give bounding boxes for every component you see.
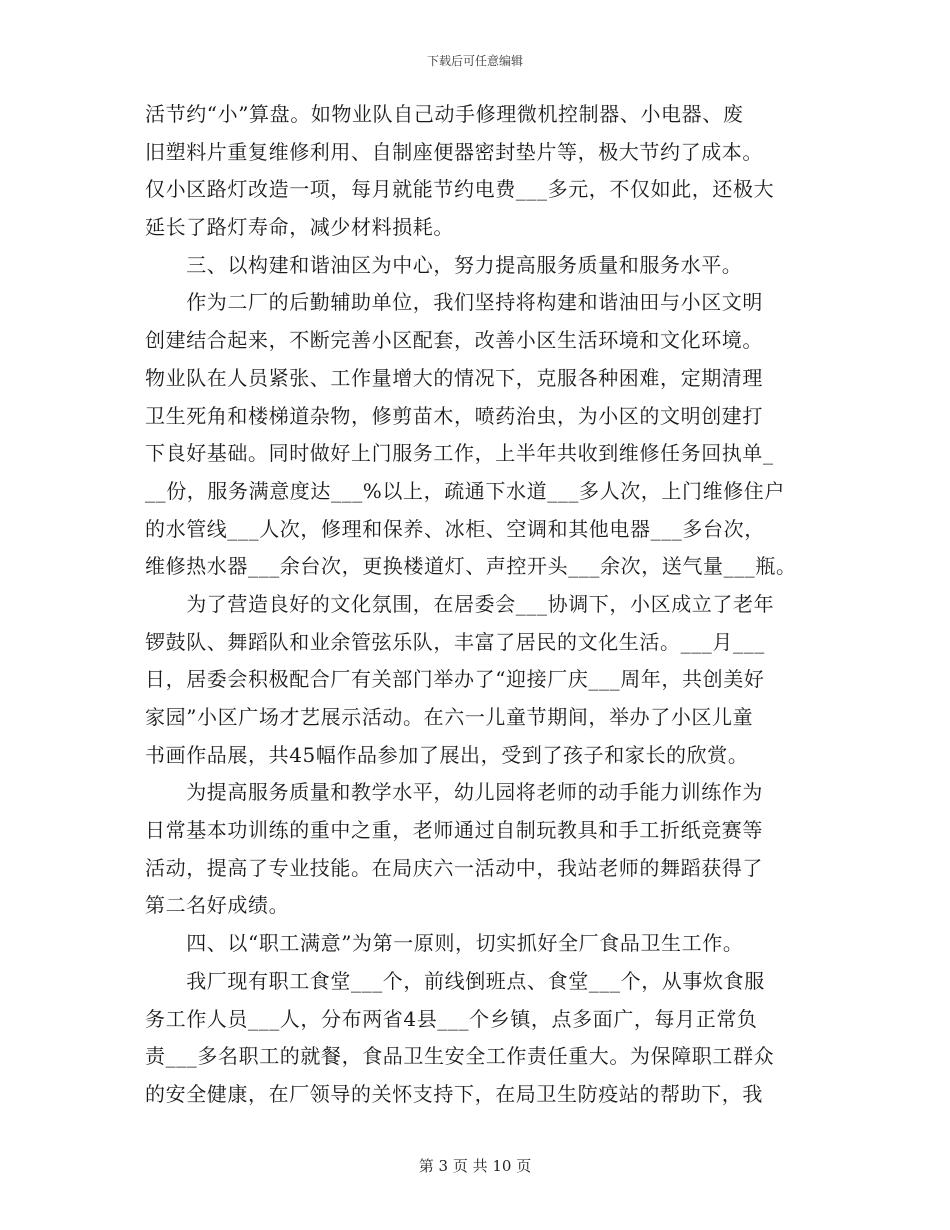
text-line: 卫生死角和楼梯道杂物，修剪苗木，喷药治虫，为小区的文明创建打	[145, 403, 763, 428]
text-line: 的水管线___人次，修理和保养、冰柜、空调和其他电器___多台次，	[145, 516, 765, 541]
text-line: 活动，提高了专业技能。在局庆六一活动中，我站老师的舞蹈获得了	[145, 855, 763, 880]
text-line: 日，居委会积极配合厂有关部门举办了“迎接厂庆___周年，共创美好	[145, 667, 765, 692]
text-line: 下良好基础。同时做好上门服务工作，上半年共收到维修任务回执单_	[145, 441, 774, 466]
text-line: 我厂现有职工食堂___个，前线倒班点、食堂___个，从事炊食服	[145, 968, 765, 993]
text-line: 为了营造良好的文化氛围，在居委会___协调下，小区成立了老年	[145, 591, 775, 616]
text-line: 旧塑料片重复维修利用、自制座便器密封垫片等，极大节约了成本。	[145, 139, 763, 164]
page-header: 下载后可任意编辑	[426, 54, 523, 68]
text-line: 锣鼓队、舞蹈队和业余管弦乐队，丰富了居民的文化生活。___月___	[145, 629, 765, 654]
text-line: 为提高服务质量和教学水平，幼儿园将老师的动手能力训练作为	[145, 780, 763, 805]
section-heading-3: 三、以构建和谐油区为中心，努力提高服务质量和服务水平。	[145, 252, 743, 277]
text-line: 第二名好成绩。	[145, 893, 290, 918]
section-heading-4: 四、以“职工满意”为第一原则，切实抓好全厂食品卫生工作。	[145, 931, 744, 956]
text-line: 延长了路灯寿命，减少材料损耗。	[145, 215, 454, 240]
page-footer: 第 3 页 共 10 页	[418, 1157, 532, 1175]
text-line: 书画作品展，共45幅作品参加了展出，受到了孩子和家长的欣赏。	[145, 742, 749, 767]
text-line: 的安全健康，在厂领导的关怀支持下，在局卫生防疫站的帮助下，我	[145, 1081, 763, 1106]
text-line: 家园”小区广场才艺展示活动。在六一儿童节期间，举办了小区儿童	[145, 705, 754, 729]
text-line: 务工作人员___人，分布两省4县___个乡镇，点多面广，每月正常负	[145, 1006, 758, 1031]
document-body	[145, 96, 805, 1114]
text-line: 日常基本功训练的重中之重，老师通过自制玩教具和手工折纸竞赛等	[145, 818, 763, 843]
text-line: 作为二厂的后勤辅助单位，我们坚持将构建和谐油田与小区文明	[145, 290, 763, 315]
text-line: 活节约“小”算盘。如物业队自己动手修理微机控制器、小电器、废	[145, 102, 744, 126]
text-line: 物业队在人员紧张、工作量增大的情况下，克服各种困难，定期清理	[145, 365, 763, 390]
text-line: 创建结合起来，不断完善小区配套，改善小区生活环境和文化环境。	[145, 328, 763, 353]
text-line: 仅小区路灯改造一项，每月就能节约电费___多元，不仅如此，还极大	[145, 177, 775, 202]
text-line: __份，服务满意度达___%以上，疏通下水道___多人次，上门维修住户	[145, 478, 786, 503]
text-line: 维修热水器___余台次，更换楼道灯、声控开头___余次，送气量___瓶。	[145, 554, 797, 579]
text-line: 责___多名职工的就餐，食品卫生安全工作责任重大。为保障职工群众	[145, 1044, 775, 1069]
